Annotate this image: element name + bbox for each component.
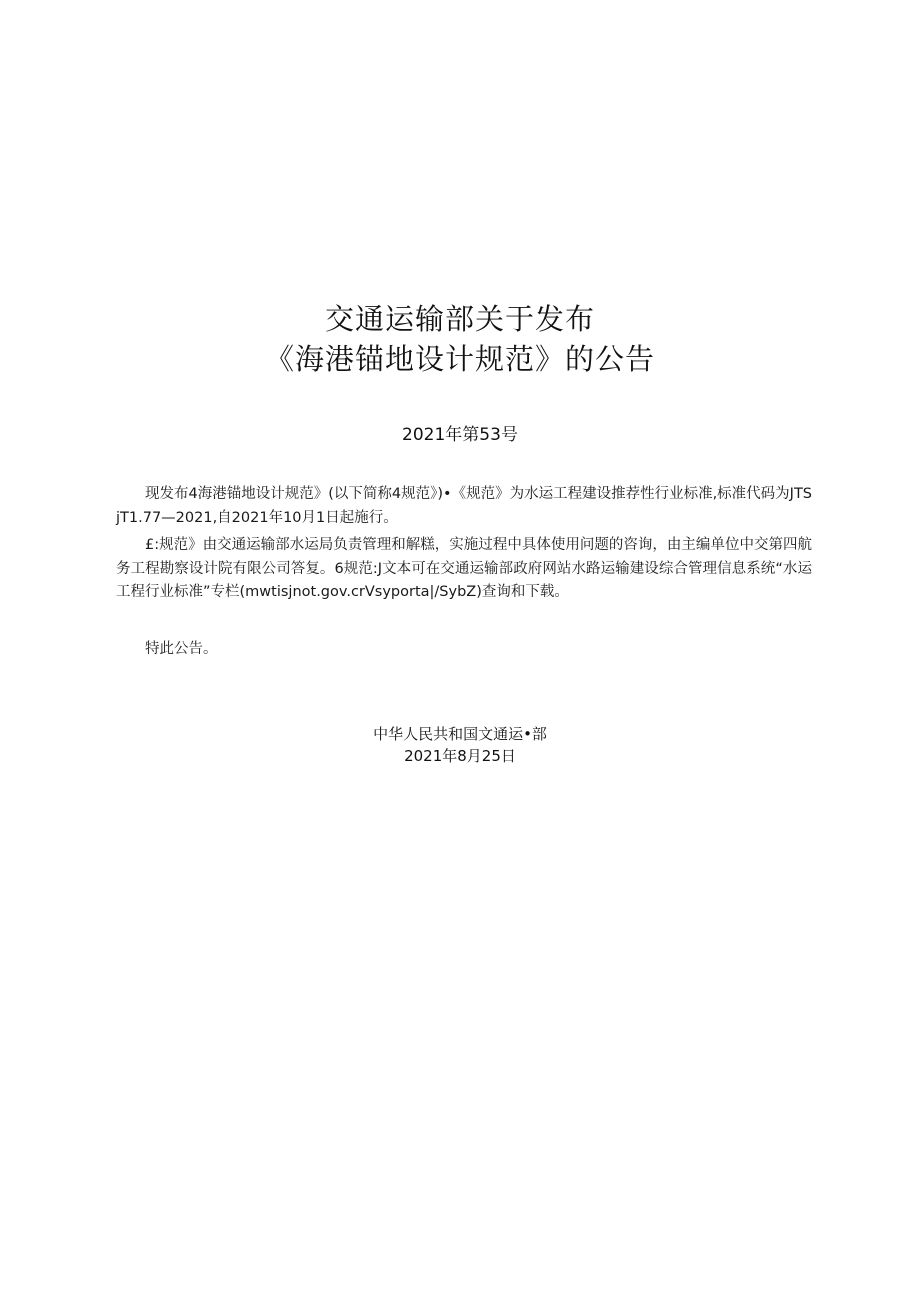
paragraph-text: 现发布4海港锚地设计规范》(以下简称4规范》)•《规范》为水运工程建设推荐性行业标准,标准代码为JTSjT1.77—2021,自2021年10月1日起施行。 (116, 486, 813, 526)
notice-title-line-2: 《海港锚地设计规范》的公告 (264, 342, 655, 376)
paragraph-text: £:规范》由交通运输部水运局负责管理和解糕，实施过程中具体使用问题的咨询，由主编单位中交第四航务工程勘察设计院有限公司答复。6规范:J文本可在交通运输部政府网站水路运输建设综合管理信息系统“水运工程行业标准”专栏(mwtisjnot.gov.crVsyporta|/SybZ)查询和下载。 (116, 537, 812, 600)
issuing-authority: 中华人民共和国文通运•部 (373, 725, 547, 743)
body-paragraph-2 (116, 534, 812, 605)
document-number: 2021年第53号 (402, 425, 518, 445)
issue-date: 2021年8月25日 (404, 747, 516, 765)
paragraph-text: 特此公告。 (145, 641, 218, 657)
body-paragraph-3 (116, 638, 812, 662)
body-paragraph-1 (116, 483, 812, 530)
notice-title-line-1: 交通运输部关于发布 (324, 302, 595, 336)
